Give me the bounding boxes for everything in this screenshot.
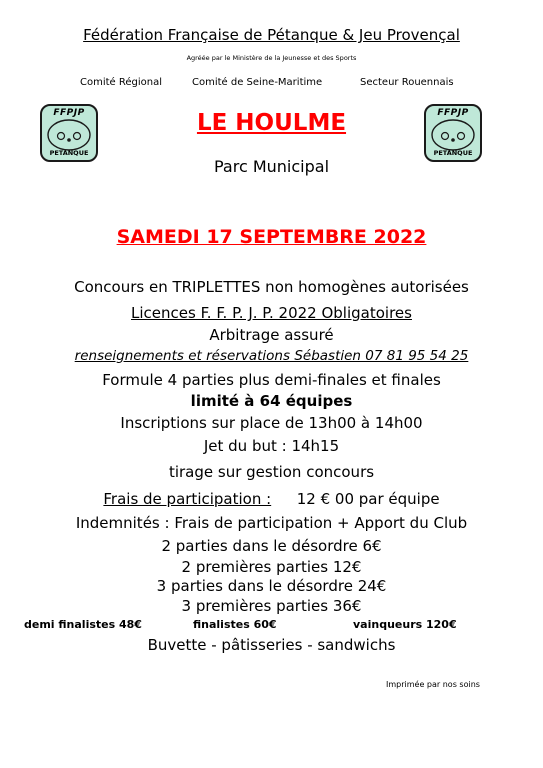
competition-format: Concours en TRIPLETTES non homogènes autorisées <box>74 278 469 296</box>
committee-rouennais: Secteur Rouennais <box>360 77 454 88</box>
contact-info: renseignements et réservations Sébastien 07 81 95 54 25 <box>74 348 469 364</box>
logo-letters: FFPJP <box>437 108 469 118</box>
committee-seine-maritime: Comité de Seine-Maritime <box>192 77 323 88</box>
logo-bottom-text: PETANQUE <box>433 149 473 157</box>
fee-label: Frais de participation : <box>103 490 272 508</box>
draw-info: tirage sur gestion concours <box>168 463 375 481</box>
federation-approval: Agréée par le Ministère de la Jeunesse et des Sports <box>186 54 357 62</box>
committee-regional: Comité Régional <box>80 77 163 88</box>
licences-required: Licences F. F. P. J. P. 2022 Obligatoires <box>131 304 412 322</box>
referee-info: Arbitrage assuré <box>209 326 334 344</box>
prize-line: 3 parties dans le désordre 24€ <box>156 577 387 595</box>
winners-prize: vainqueurs 120€ <box>353 618 457 631</box>
prize-line: 2 parties dans le désordre 6€ <box>161 537 382 555</box>
event-date: SAMEDI 17 SEPTEMBRE 2022 <box>116 226 427 248</box>
fee-value: 12 € 00 par équipe <box>296 490 440 508</box>
printed-note: Imprimée par nos soins <box>386 680 480 689</box>
logo-bottom-text: PETANQUE <box>49 149 89 157</box>
federation-title: Fédération Française de Pétanque & Jeu Provençal <box>83 26 460 44</box>
event-venue: Parc Municipal <box>213 157 330 176</box>
team-limit: limité à 64 équipes <box>190 392 353 410</box>
finalists-prize: finalistes 60€ <box>193 618 277 631</box>
refreshments-info: Buvette - pâtisseries - sandwichs <box>147 636 396 654</box>
indemnities-info: Indemnités : Frais de participation + Apport du Club <box>75 514 468 532</box>
semi-finalists-prize: demi finalistes 48€ <box>24 618 142 631</box>
logo-letters: FFPJP <box>53 108 85 118</box>
registration-hours: Inscriptions sur place de 13h00 à 14h00 <box>120 414 423 432</box>
jet-time: Jet du but : 14h15 <box>203 437 340 455</box>
fee-line <box>0 490 543 508</box>
event-city: LE HOULME <box>196 110 347 136</box>
prize-line: 2 premières parties 12€ <box>181 558 362 576</box>
prize-line: 3 premières parties 36€ <box>181 597 362 615</box>
formula-info: Formule 4 parties plus demi-finales et finales <box>102 371 441 389</box>
